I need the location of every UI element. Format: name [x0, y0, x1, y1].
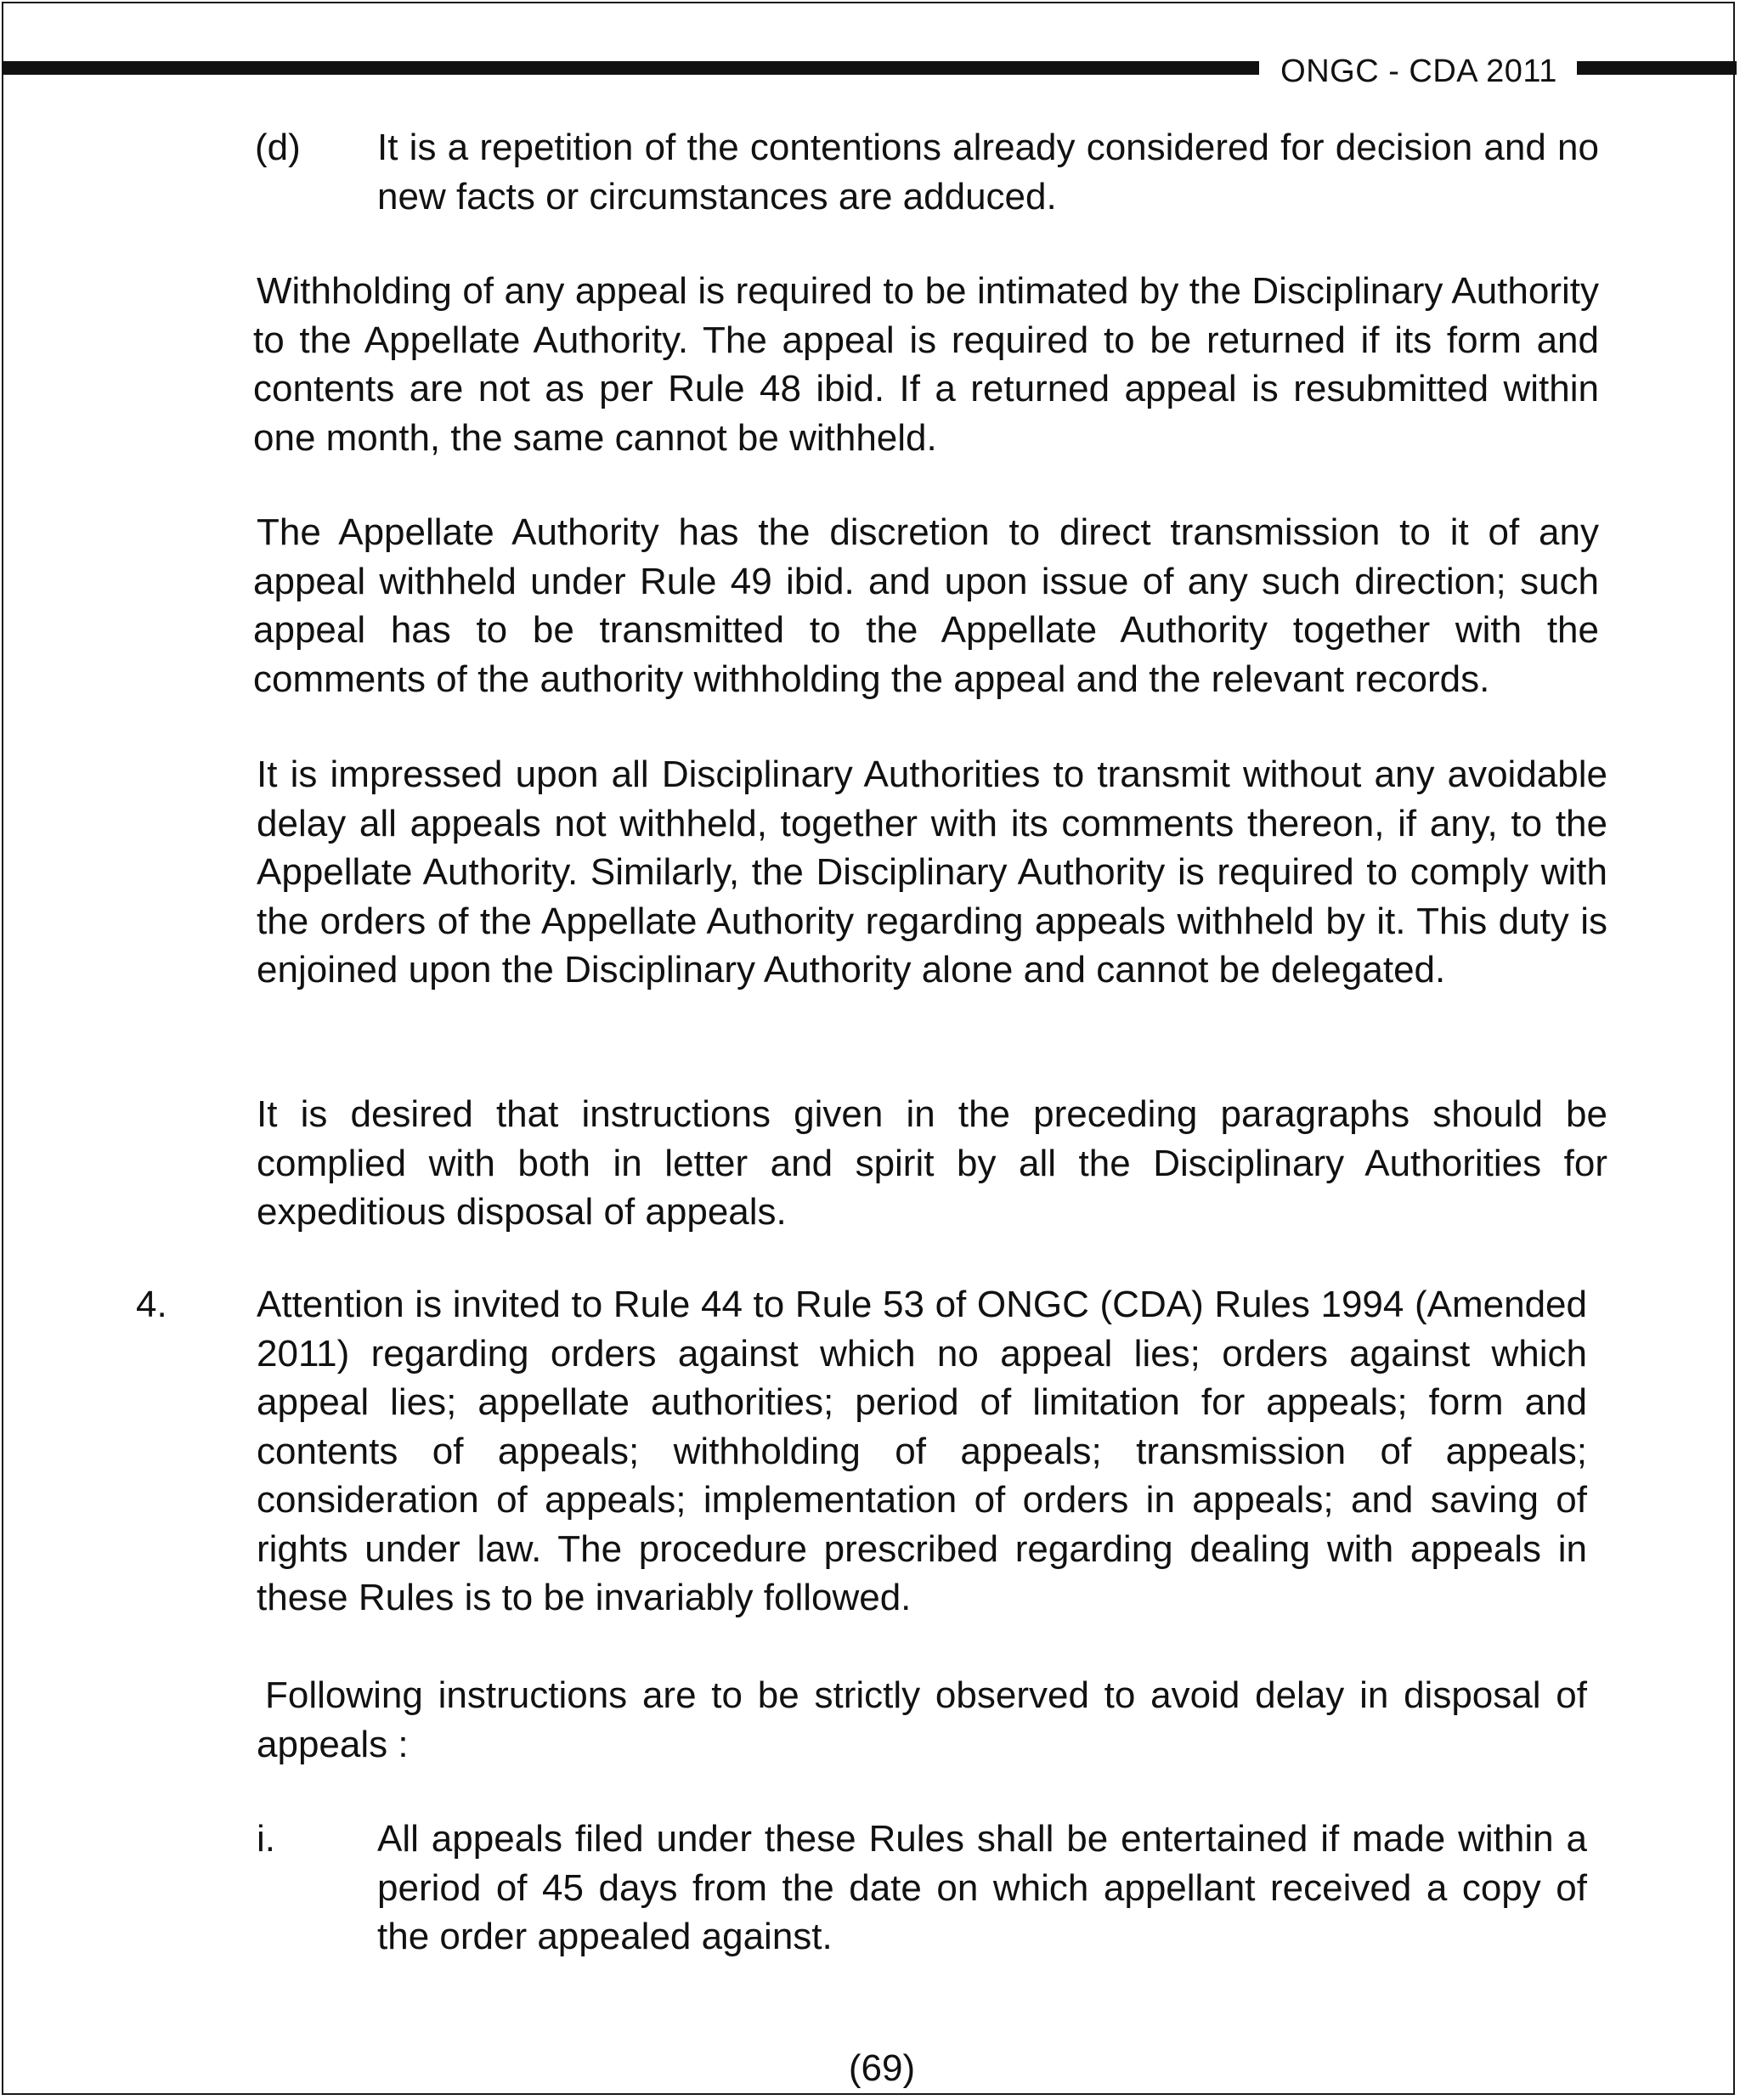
section-4-number: 4.: [136, 1284, 167, 1325]
header-title: ONGC - CDA 2011: [1280, 54, 1557, 89]
header-rule-right: [1577, 61, 1737, 75]
paragraph-following: Following instructions are to be strictly observed to avoid delay in disposal of appeals :: [257, 1674, 1587, 1765]
item-d-text: It is a repetition of the contentions already considered for decision and no new facts or circumstances are adduced.: [377, 127, 1599, 217]
page-number: (69): [848, 2047, 916, 2089]
item-d-label: (d): [255, 127, 301, 168]
item-i-label: i.: [257, 1818, 275, 1860]
item-i-text: All appeals filed under these Rules shall be entertained if made within a period of 45 days from the date on which appellant received a copy of the order appealed against.: [377, 1818, 1587, 1957]
paragraph-desired: It is desired that instructions given in the preceding paragraphs should be complied with both in letter and spirit by all the Disciplinary Authorities for expeditious disposal of appeals.: [257, 1093, 1607, 1233]
paragraph-withholding: Withholding of any appeal is required to be intimated by the Disciplinary Authority to the Appellate Authority. The appeal is required to be returned if its form and contents are not as per Rule 48 ibid. If a returned appeal is resubmitted within one month, the same cannot be withheld.: [253, 270, 1599, 459]
section-4-text: Attention is invited to Rule 44 to Rule 53 of ONGC (CDA) Rules 1994 (Amended 2011) regarding orders against which no appeal lies; orders against which appeal lies; appellate authorities; period of limitation for appeals; form and contents of appeals; withholding of appeals; transmission of appeals; consideration of appeals; implementation of orders in appeals; and saving of rights under law. The procedure prescribed regarding dealing with appeals in these Rules is to be invariably followed.: [257, 1284, 1587, 1618]
header-rule-left: [2, 61, 1259, 75]
paragraph-impressed: It is impressed upon all Disciplinary Authorities to transmit without any avoidable delay all appeals not withheld, together with its comments thereon, if any, to the Appellate Authority. Similarly, the Disciplinary Authority is required to comply with the orders of the Appellate Authority regarding appeals withheld by it. This duty is enjoined upon the Disciplinary Authority alone and cannot be delegated.: [257, 754, 1607, 991]
paragraph-discretion: The Appellate Authority has the discretion to direct transmission to it of any appeal withheld under Rule 49 ibid. and upon issue of any such direction; such appeal has to be transmitted to the Appellate Authority together with the comments of the authority withholding the appeal and the relevant records.: [253, 511, 1599, 700]
